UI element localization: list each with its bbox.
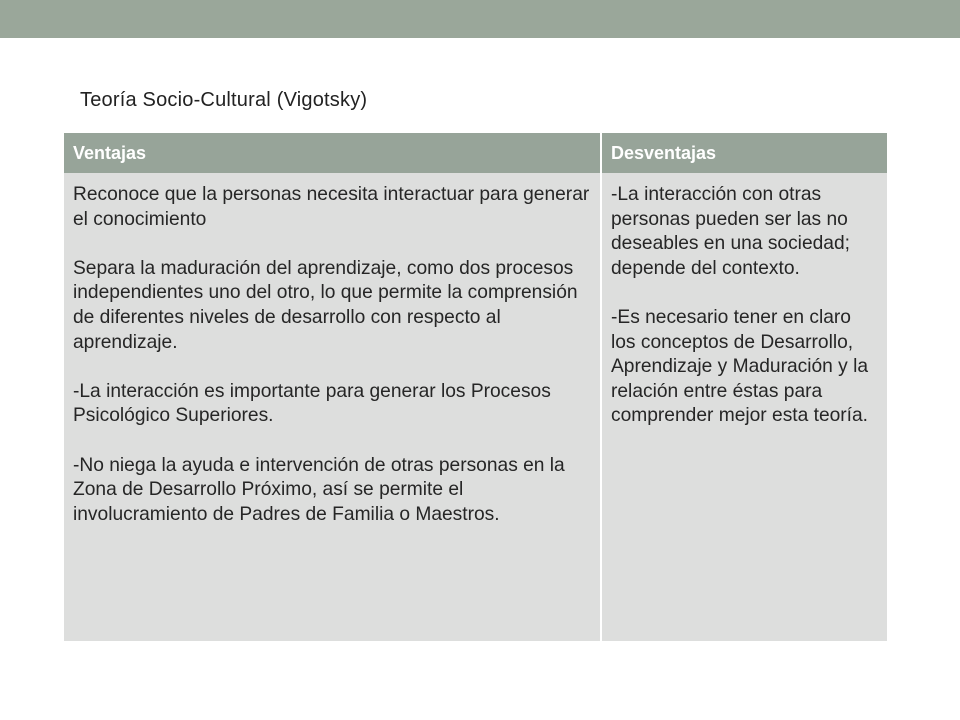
table-row: [64, 173, 887, 641]
ventaja-item: Separa la maduración del aprendizaje, como dos procesos independientes uno del otro, lo que permite la comprensión de diferentes niveles de desarrollo con respecto al aprendizaje.: [73, 257, 578, 353]
ventaja-item: Reconoce que la personas necesita interactuar para generar el conocimiento: [73, 184, 590, 230]
comparison-table: [64, 133, 887, 641]
header-desventajas: Desventajas: [601, 133, 887, 173]
desventajas-cell: [601, 173, 887, 641]
header-ventajas: Ventajas: [64, 133, 601, 173]
desventaja-item: -Es necesario tener en claro los conceptos de Desarrollo, Aprendizaje y Maduración y la relación entre éstas para comprender mejor esta teoría.: [611, 306, 869, 427]
ventajas-cell: [64, 173, 601, 641]
slide-title: Teoría Socio-Cultural (Vigotsky): [80, 89, 368, 111]
desventaja-item: -La interacción con otras personas pueden ser las no deseables en una sociedad; depende del contexto.: [611, 184, 850, 279]
top-accent-bar: [0, 0, 960, 38]
ventaja-item: -La interacción es importante para generar los Procesos Psicológico Superiores.: [73, 380, 551, 427]
table-header-row: [64, 133, 887, 173]
ventaja-item: -No niega la ayuda e intervención de otras personas en la Zona de Desarrollo Próximo, así se permite el involucramiento de Padres de Familia o Maestros.: [73, 454, 565, 525]
